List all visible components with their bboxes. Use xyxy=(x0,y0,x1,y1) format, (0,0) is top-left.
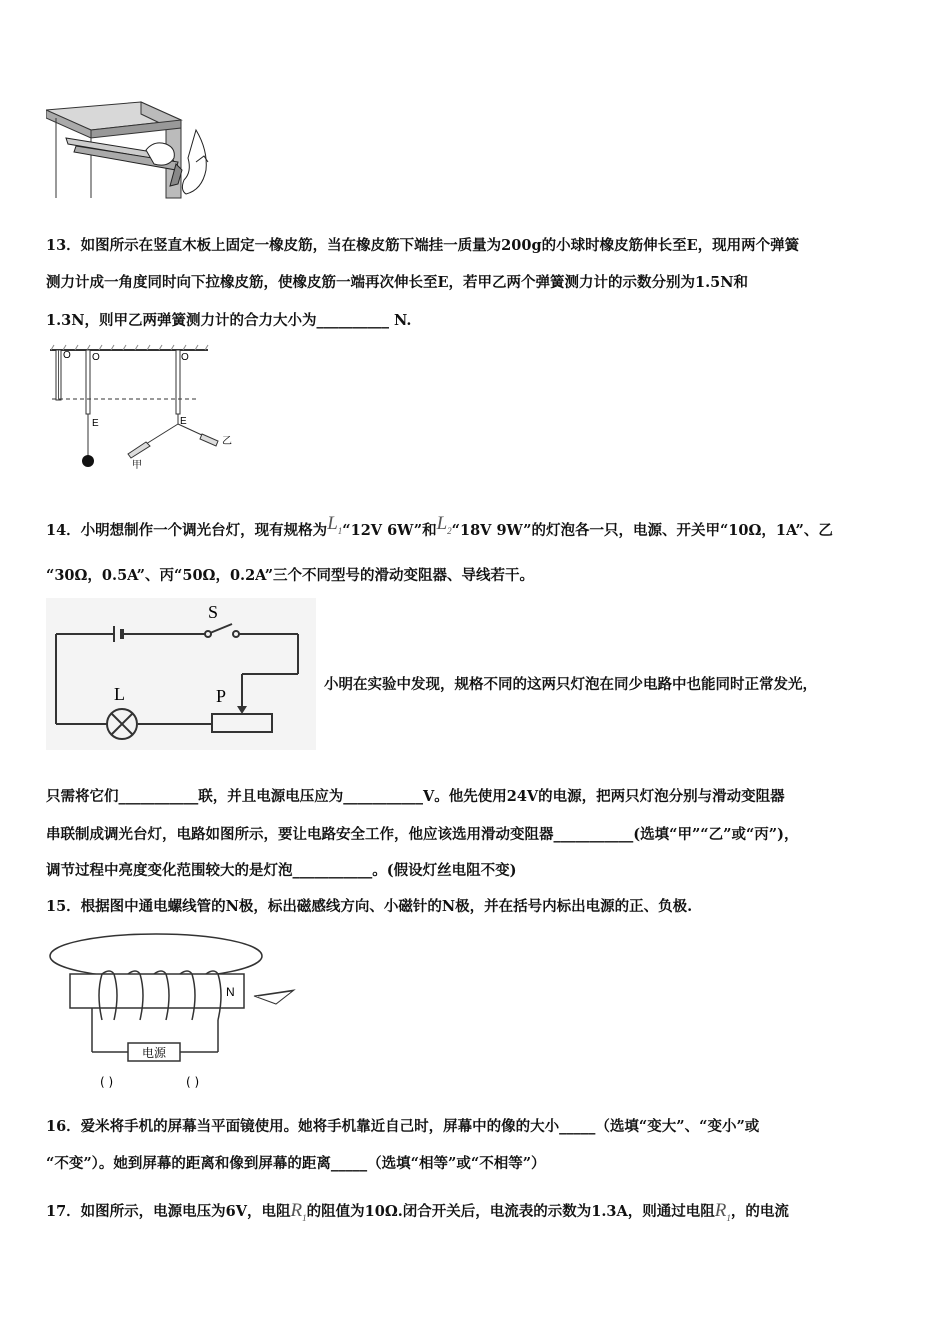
fig14-s: S xyxy=(208,602,219,622)
fig14-l: L xyxy=(114,684,125,704)
fig13-o2: O xyxy=(92,352,100,363)
q13-line2: 测力计成一角度同时向下拉橡皮筋，使橡皮筋一端再次伸长至E，若甲乙两个弹簧测力计的示数分别为1.5N和 xyxy=(46,274,749,291)
symbol-l2: $L_2$ xyxy=(436,513,452,536)
q14-side-text: 小明在实验中发现，规格不同的这两只灯泡在同少电路中也能同时正常发光， xyxy=(324,676,817,693)
fig15-paren-left: ( ) xyxy=(100,1075,114,1089)
q16-line2: “不变”）。她到屏幕的距离和像到屏幕的距离_____（选填“相等”或“不相等”） xyxy=(46,1155,546,1172)
q14-line3: 只需将它们___________联，并且电源电压应为___________V。他先使用24V的电源，把两只灯泡分别与滑动变阻器 xyxy=(46,788,785,805)
ruler-table-figure xyxy=(46,100,226,200)
symbol-l1: $L_1$ xyxy=(327,513,343,536)
fig13-o3: O xyxy=(181,352,189,363)
q17-line1-c: ，的电流 xyxy=(730,1203,789,1220)
symbol-r1-second: $R_1$ xyxy=(714,1200,731,1223)
fig15-n: N xyxy=(226,985,235,999)
q17-line1 xyxy=(46,1201,910,1228)
q14-line4: 串联制成调光台灯，电路如图所示，要让电路安全工作，他应该选用滑动变阻器___________(选填“甲”“乙”或“丙”)， xyxy=(46,826,799,843)
fig15-source: 电源 xyxy=(141,1046,167,1060)
q17-line1-b: 的阻值为10Ω.闭合开关后，电流表的示数为1.3A，则通过电阻 xyxy=(306,1203,715,1220)
q14-line1-b: “12V 6W”和 xyxy=(342,522,437,539)
q14-line1-c: “18V 9W”的灯泡各一只，电源、开关甲“10Ω，1A”、乙 xyxy=(451,522,833,539)
q14-line5: 调节过程中亮度变化范围较大的是灯泡___________。(假设灯丝电阻不变) xyxy=(46,862,517,879)
q15-line1: 15．根据图中通电螺线管的N极，标出磁感线方向、小磁针的N极，并在括号内标出电源的正、负极. xyxy=(46,898,693,915)
q13-line1: 13．如图所示在竖直木板上固定一橡皮筋，当在橡皮筋下端挂一质量为200g的小球时橡皮筋伸长至E，现用两个弹簧 xyxy=(46,237,800,254)
q17-line1-a: 17．如图所示，电源电压为6V，电阻 xyxy=(46,1203,291,1220)
symbol-r1: $R_1$ xyxy=(290,1200,307,1223)
fig14-p: P xyxy=(216,686,227,706)
fig13-o1: O xyxy=(63,350,71,361)
q14-line1-a: 14．小明想制作一个调光台灯，现有规格为 xyxy=(46,522,328,539)
circuit-figure xyxy=(46,598,316,750)
q14-line2: “30Ω，0.5A”、丙“50Ω，0.2A”三个不同型号的滑动变阻器、导线若干。 xyxy=(46,567,535,584)
q13-line3: 1.3N，则甲乙两弹簧测力计的合力大小为__________ N. xyxy=(46,312,412,329)
rubber-band-figure xyxy=(46,344,246,474)
fig13-yi: 乙 xyxy=(222,436,232,447)
q14-line1 xyxy=(46,514,910,541)
fig13-e2: E xyxy=(180,416,187,427)
fig15-paren-right: ( ) xyxy=(186,1075,200,1089)
q16-line1: 16．爱米将手机的屏幕当平面镜使用。她将手机靠近自己时，屏幕中的像的大小_____（选填“变大”、“变小”或 xyxy=(46,1118,760,1135)
fig13-jia: 甲 xyxy=(132,460,142,471)
fig13-e1: E xyxy=(92,418,99,429)
solenoid-figure xyxy=(46,930,306,1090)
